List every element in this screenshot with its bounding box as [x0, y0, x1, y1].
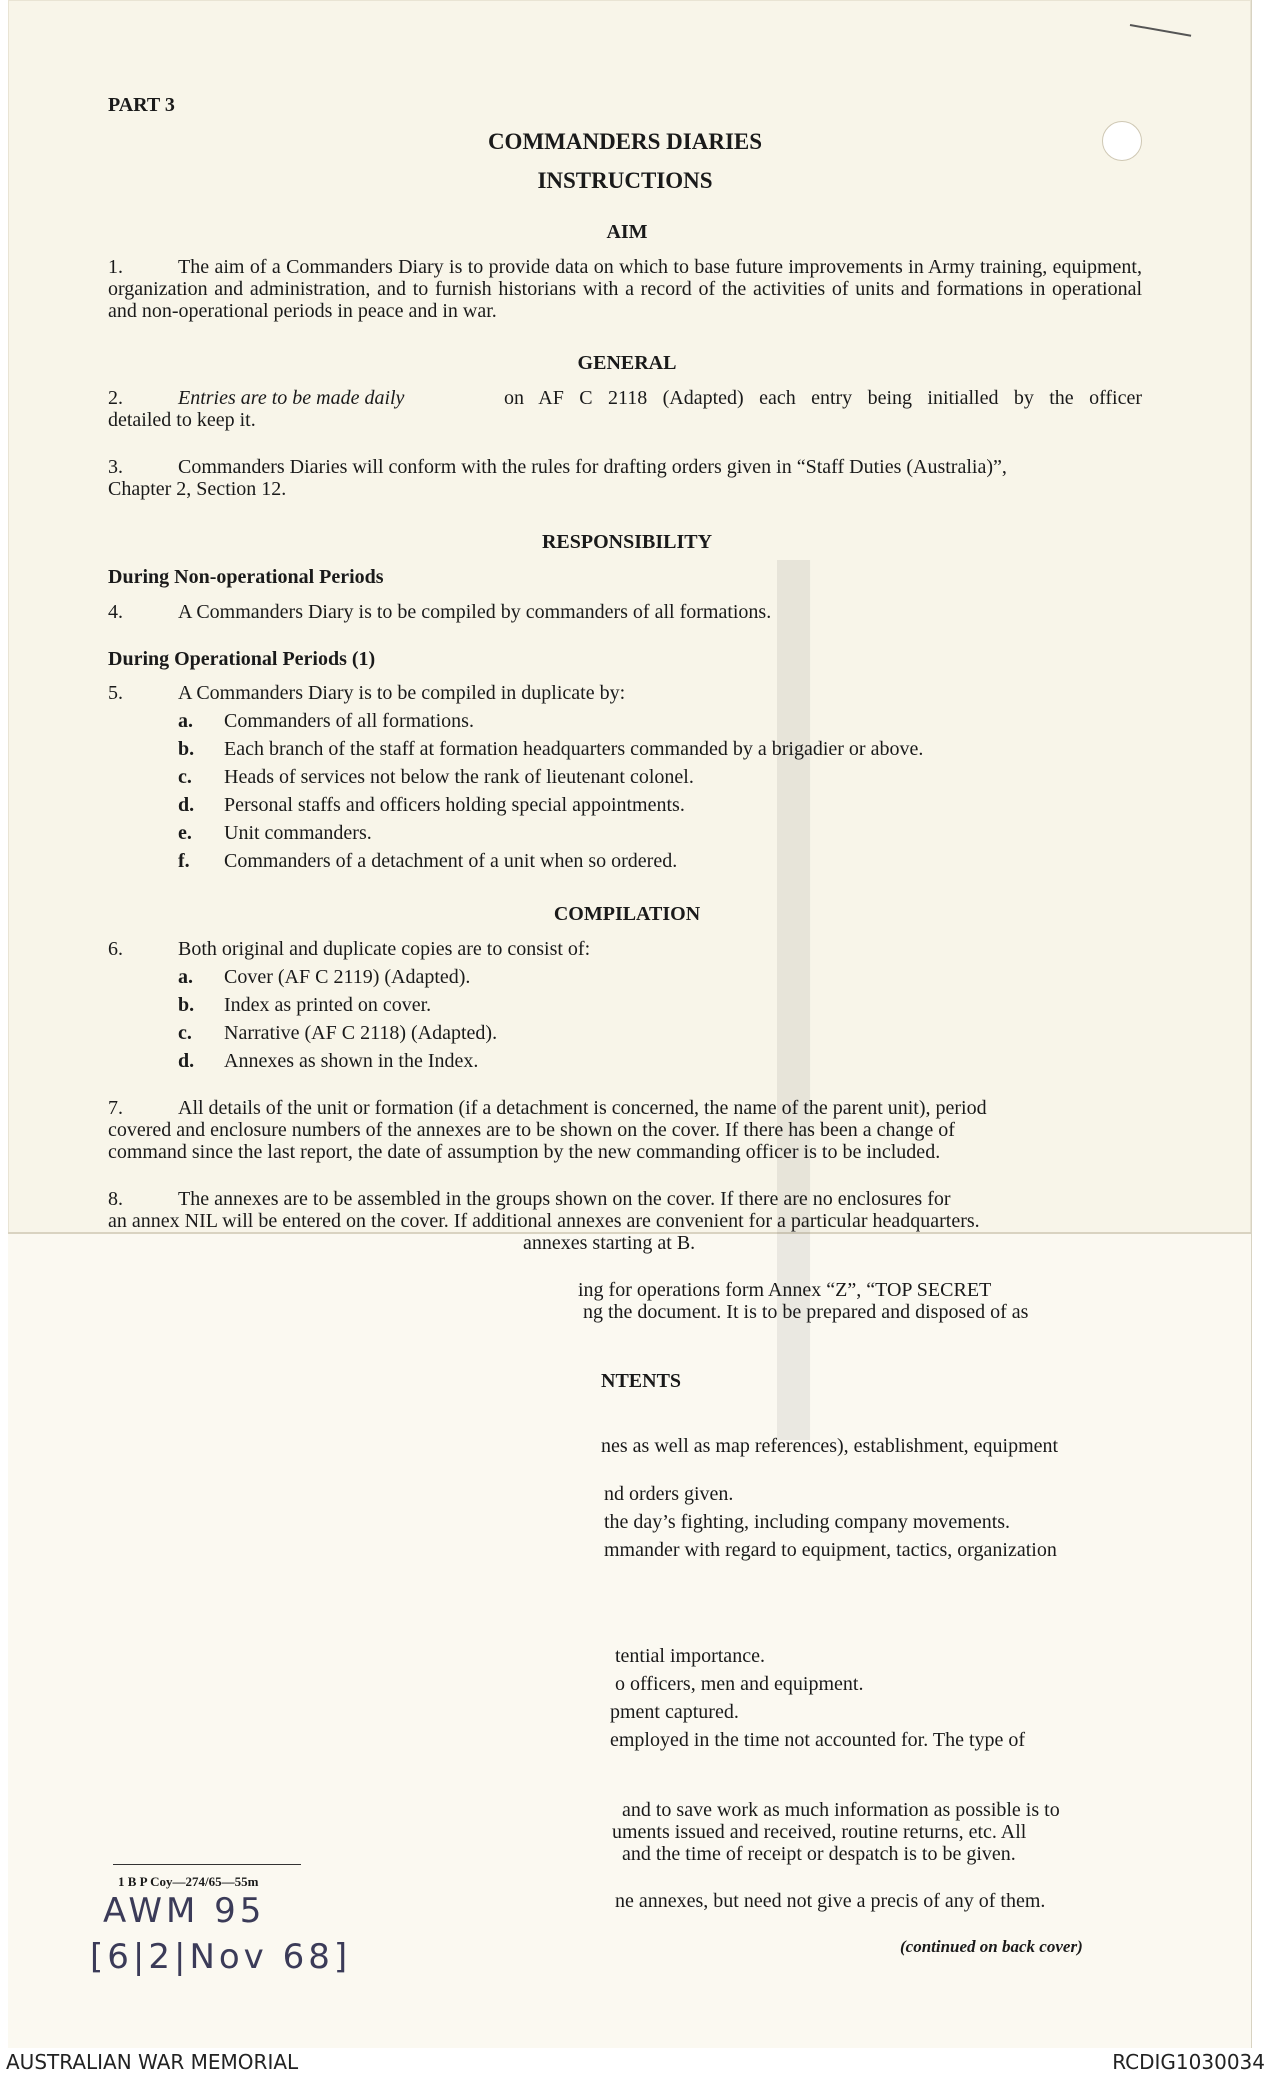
text-fragment: ne annexes, but need not give a precis of any of them.	[615, 1890, 1046, 1912]
printer-imprint: 1 B P Coy—274/65—55m	[118, 1874, 259, 1889]
paragraph-3: Commanders Diaries will conform with the rules for drafting orders given in “Staff Duties (Australia)”,	[178, 456, 1007, 478]
paragraph-2: on AF C 2118 (Adapted) each entry being initialled by the officer	[504, 387, 1142, 409]
subheading-operational: During Operational Periods (1)	[108, 648, 376, 670]
list-item: Cover (AF C 2119) (Adapted).	[224, 966, 471, 988]
list-item: Commanders of a detachment of a unit when so ordered.	[224, 850, 678, 872]
section-heading-aim: AIM	[606, 221, 648, 243]
paragraph-7: All details of the unit or formation (if a detachment is concerned, the name of the parent unit), period	[178, 1097, 987, 1119]
paragraph-5: A Commanders Diary is to be compiled in duplicate by:	[178, 682, 626, 704]
list-letter: d.	[178, 794, 195, 816]
list-item: Commanders of all formations.	[224, 710, 474, 732]
footer-id: RCDIG1030034	[1112, 2050, 1265, 2074]
paragraph-number: 4.	[108, 601, 123, 623]
paragraph-8-fragment: annexes starting at B.	[523, 1232, 696, 1254]
corner-mark	[1130, 24, 1191, 37]
continued-note: (continued on back cover)	[900, 1937, 1083, 1956]
list-letter: f.	[178, 850, 190, 872]
text-fragment: and the time of receipt or despatch is to be given.	[622, 1843, 1016, 1865]
list-letter: a.	[178, 966, 193, 988]
paragraph-1: The aim of a Commanders Diary is to provide data on which to base future improvements in Army training, equipment, organization and administration, and to furnish historians with a record of the activities of units and formations in operational and non-operational periods in peace and in war.	[108, 256, 1142, 322]
paragraph-number: 8.	[108, 1188, 123, 1210]
text-fragment: ing for operations form Annex “Z”, “TOP SECRET	[578, 1279, 992, 1301]
list-letter: d.	[178, 1050, 195, 1072]
section-heading-responsibility: RESPONSIBILITY	[541, 531, 713, 553]
paragraph-number: 7.	[108, 1097, 123, 1119]
paragraph-8: The annexes are to be assembled in the groups shown on the cover. If there are no enclosures for	[178, 1188, 951, 1210]
text-fragment: ng the document. It is to be prepared and disposed of as	[583, 1301, 1029, 1323]
text-fragment: nes as well as map references), establishment, equipment	[601, 1435, 1059, 1457]
paragraph-2-continued: detailed to keep it.	[108, 409, 256, 431]
list-letter: a.	[178, 710, 193, 732]
subheading-non-operational: During Non-operational Periods	[108, 566, 384, 588]
list-item: Narrative (AF C 2118) (Adapted).	[224, 1022, 498, 1044]
paragraph-number: 5.	[108, 682, 123, 704]
punch-hole	[1102, 121, 1142, 161]
bleed-through-mark: ▬▬▬▬▬▬▬▬	[753, 560, 876, 1440]
paragraph-7-continued: command since the last report, the date of assumption by the new commanding officer is to be included.	[108, 1141, 941, 1163]
list-item: Personal staffs and officers holding special appointments.	[224, 794, 685, 816]
paragraph-number: 6.	[108, 938, 123, 960]
imprint-rule	[113, 1864, 301, 1865]
list-item: Index as printed on cover.	[224, 994, 432, 1016]
text-fragment: the day’s fighting, including company movements.	[604, 1511, 1011, 1533]
text-fragment: mmander with regard to equipment, tactics, organization	[604, 1539, 1057, 1561]
paragraph-6: Both original and duplicate copies are to consist of:	[178, 938, 591, 960]
paragraph-2-emphasis: Entries are to be made daily	[178, 387, 405, 409]
section-heading-general: GENERAL	[577, 352, 677, 374]
list-letter: b.	[178, 738, 195, 760]
text-fragment: and to save work as much information as possible is to	[622, 1799, 1060, 1821]
paragraph-4: A Commanders Diary is to be compiled by commanders of all formations.	[178, 601, 772, 623]
list-letter: c.	[178, 766, 192, 788]
paragraph-number: 2.	[108, 387, 123, 409]
list-letter: c.	[178, 1022, 192, 1044]
paragraph-3-continued: Chapter 2, Section 12.	[108, 478, 287, 500]
list-letter: e.	[178, 822, 192, 844]
text-fragment: nd orders given.	[604, 1483, 734, 1505]
handwritten-date: [6|2|Nov 68]	[90, 1937, 352, 1977]
list-item: Each branch of the staff at formation headquarters commanded by a brigadier or above.	[224, 738, 924, 760]
paragraph-8-continued: an annex NIL will be entered on the cover. If additional annexes are convenient for a particular headquarters.	[108, 1210, 980, 1232]
list-item: Unit commanders.	[224, 822, 372, 844]
list-letter: b.	[178, 994, 195, 1016]
text-fragment: o officers, men and equipment.	[615, 1673, 864, 1695]
text-fragment-heading: NTENTS	[601, 1370, 682, 1392]
page-title: COMMANDERS DIARIES	[487, 129, 763, 154]
page-subtitle: INSTRUCTIONS	[537, 168, 713, 193]
text-fragment: uments issued and received, routine returns, etc. All	[612, 1821, 1027, 1843]
part-label: PART 3	[108, 94, 175, 116]
text-fragment: employed in the time not accounted for. The type of	[610, 1729, 1026, 1751]
handwritten-reference: AWM 95	[103, 1891, 266, 1931]
paragraph-7-continued: covered and enclosure numbers of the annexes are to be shown on the cover. If there has been a change of	[108, 1119, 955, 1141]
footer-institution: AUSTRALIAN WAR MEMORIAL	[6, 2050, 299, 2074]
section-heading-compilation: COMPILATION	[553, 903, 701, 925]
paragraph-number: 1.	[108, 256, 123, 278]
list-item: Annexes as shown in the Index.	[224, 1050, 479, 1072]
text-fragment: pment captured.	[610, 1701, 739, 1723]
list-item: Heads of services not below the rank of lieutenant colonel.	[224, 766, 694, 788]
text-fragment: tential importance.	[615, 1645, 765, 1667]
paragraph-number: 3.	[108, 456, 123, 478]
